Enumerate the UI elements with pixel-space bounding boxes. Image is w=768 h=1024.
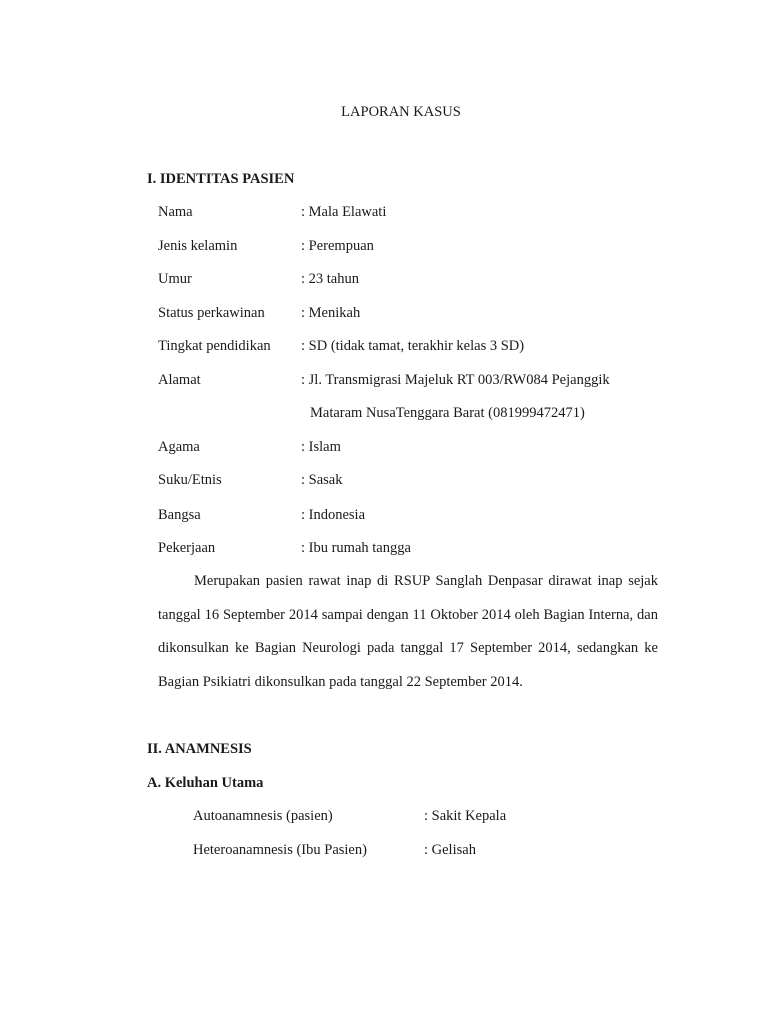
field-label: Autoanamnesis (pasien) bbox=[193, 808, 333, 824]
field-row-nama bbox=[158, 204, 658, 224]
field-label: Suku/Etnis bbox=[158, 472, 222, 488]
field-value: : Mala Elawati bbox=[301, 204, 387, 220]
field-value: : Indonesia bbox=[301, 507, 366, 523]
field-value: : Ibu rumah tangga bbox=[301, 540, 411, 556]
field-row-heteroanamnesis bbox=[193, 842, 593, 862]
field-row-bangsa bbox=[158, 507, 658, 527]
field-label: Heteroanamnesis (Ibu Pasien) bbox=[193, 842, 367, 858]
field-value: : SD (tidak tamat, terakhir kelas 3 SD) bbox=[301, 338, 525, 354]
field-label: Bangsa bbox=[158, 507, 201, 523]
subheading-keluhan-utama: A. Keluhan Utama bbox=[147, 775, 264, 791]
document-title: LAPORAN KASUS bbox=[341, 104, 461, 120]
field-row-status-perkawinan bbox=[158, 305, 658, 325]
field-label: Tingkat pendidikan bbox=[158, 338, 271, 354]
field-value: : Menikah bbox=[301, 305, 361, 321]
field-value: : Jl. Transmigrasi Majeluk RT 003/RW084 Pejanggik bbox=[301, 372, 610, 388]
field-row-umur bbox=[158, 271, 658, 291]
field-row-agama bbox=[158, 439, 658, 459]
field-row-pekerjaan bbox=[158, 540, 658, 560]
field-label: Status perkawinan bbox=[158, 305, 265, 321]
field-label: Umur bbox=[158, 271, 192, 287]
field-row-jenis-kelamin bbox=[158, 238, 658, 258]
field-value: : Gelisah bbox=[424, 842, 476, 858]
field-row-alamat bbox=[158, 372, 658, 392]
section-heading-anamnesis: II. ANAMNESIS bbox=[147, 741, 252, 757]
field-value: : Islam bbox=[301, 439, 341, 455]
field-label: Pekerjaan bbox=[158, 540, 216, 556]
field-label: Nama bbox=[158, 204, 193, 220]
field-label: Agama bbox=[158, 439, 200, 455]
field-row-suku-etnis bbox=[158, 472, 658, 492]
field-label: Alamat bbox=[158, 372, 201, 388]
field-row-autoanamnesis bbox=[193, 808, 593, 828]
field-value: : Sakit Kepala bbox=[424, 808, 507, 824]
field-value: : Perempuan bbox=[301, 238, 374, 254]
patient-admission-paragraph: Merupakan pasien rawat inap di RSUP Sanglah Denpasar dirawat inap sejak tanggal 16 September 2014 sampai dengan 11 Oktober 2014 oleh Bagian Interna, dan dikonsulkan ke Bagian Neurologi pada tanggal 17 September 2014, sedangkan ke Bagian Psikiatri dikonsulkan pada tanggal 22 September 2014. bbox=[158, 573, 658, 690]
field-value: : 23 tahun bbox=[301, 271, 359, 287]
section-heading-identitas: I. IDENTITAS PASIEN bbox=[147, 171, 295, 187]
address-continuation: Mataram NusaTenggara Barat (081999472471) bbox=[310, 405, 585, 421]
field-label: Jenis kelamin bbox=[158, 238, 238, 254]
field-value: : Sasak bbox=[301, 472, 343, 488]
field-row-tingkat-pendidikan bbox=[158, 338, 658, 358]
